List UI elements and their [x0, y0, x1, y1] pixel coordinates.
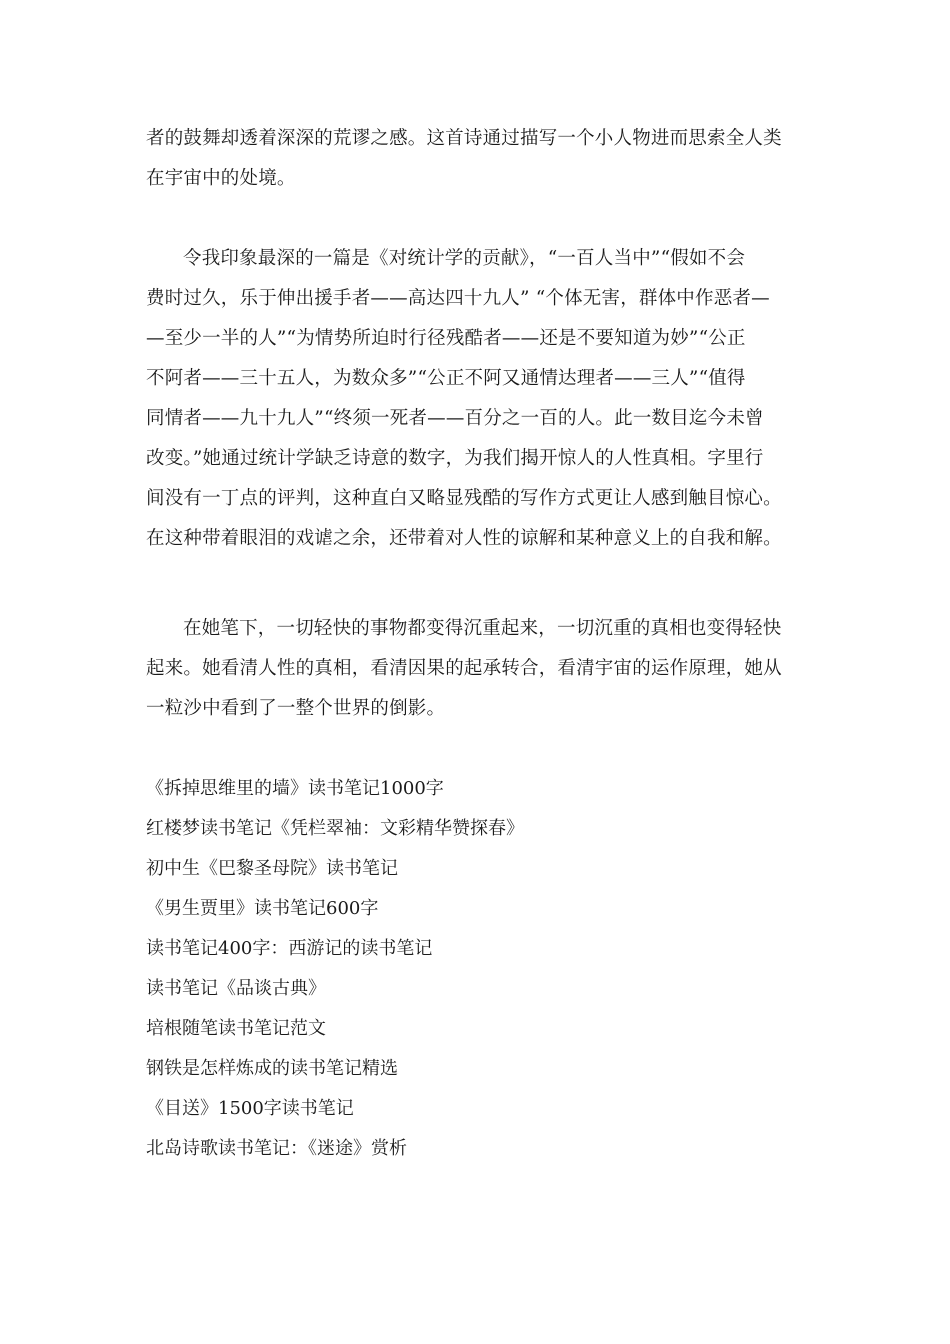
paragraph-line: 者的鼓舞却透着深深的荒谬之感。这首诗通过描写一个小人物进而思索全人类 [146, 128, 782, 149]
related-articles-list [146, 769, 806, 1169]
related-article-link[interactable]: 《目送》1500字读书笔记 [146, 1098, 354, 1119]
related-article-link[interactable]: 读书笔记《品谈古典》 [146, 978, 326, 999]
related-article-link[interactable]: 北岛诗歌读书笔记：《迷途》赏析 [146, 1138, 407, 1159]
paragraph-line: 在这种带着眼泪的戏谑之余，还带着对人性的谅解和某种意义上的自我和解。 [146, 528, 782, 549]
paragraph-continuation [146, 119, 806, 199]
related-article-link[interactable]: 《男生贾里》读书笔记600字 [146, 898, 379, 919]
related-article-link[interactable]: 初中生《巴黎圣母院》读书笔记 [146, 858, 398, 879]
paragraph-statistics [146, 239, 806, 559]
paragraph-line: 起来。她看清人性的真相，看清因果的起承转合，看清宇宙的运作原理，她从 [146, 658, 782, 679]
paragraph-line: 在她笔下，一切轻快的事物都变得沉重起来，一切沉重的真相也变得轻快 [183, 618, 782, 639]
paragraph-line: 不阿者——三十五人，为数众多”“公正不阿又通情达理者——三人”“值得 [146, 368, 746, 389]
paragraph-line: 改变。”她通过统计学缺乏诗意的数字，为我们揭开惊人的人性真相。字里行 [146, 448, 764, 469]
paragraph-line: 间没有一丁点的评判，这种直白又略显残酷的写作方式更让人感到触目惊心。 [146, 488, 782, 509]
related-article-link[interactable]: 钢铁是怎样炼成的读书笔记精选 [146, 1058, 398, 1079]
paragraph-conclusion [146, 609, 806, 729]
related-article-link[interactable]: 红楼梦读书笔记《凭栏翠袖：文彩精华赞探春》 [146, 818, 524, 839]
related-article-link[interactable]: 培根随笔读书笔记范文 [146, 1018, 326, 1039]
paragraph-line: 在宇宙中的处境。 [146, 168, 296, 189]
paragraph-line: 费时过久，乐于伸出援手者——高达四十九人” “个体无害，群体中作恶者— [146, 288, 770, 309]
paragraph-line: —至少一半的人”“为情势所迫时行径残酷者——还是不要知道为妙”“公正 [146, 328, 746, 349]
paragraph-line: 令我印象最深的一篇是《对统计学的贡献》，“一百人当中”“假如不会 [183, 248, 746, 269]
paragraph-line: 一粒沙中看到了一整个世界的倒影。 [146, 698, 446, 719]
related-article-link[interactable]: 《拆掉思维里的墙》读书笔记1000字 [146, 778, 444, 799]
related-article-link[interactable]: 读书笔记400字：西游记的读书笔记 [146, 938, 433, 959]
paragraph-line: 同情者——九十九人”“终须一死者——百分之一百的人。此一数目迄今未曾 [146, 408, 764, 429]
